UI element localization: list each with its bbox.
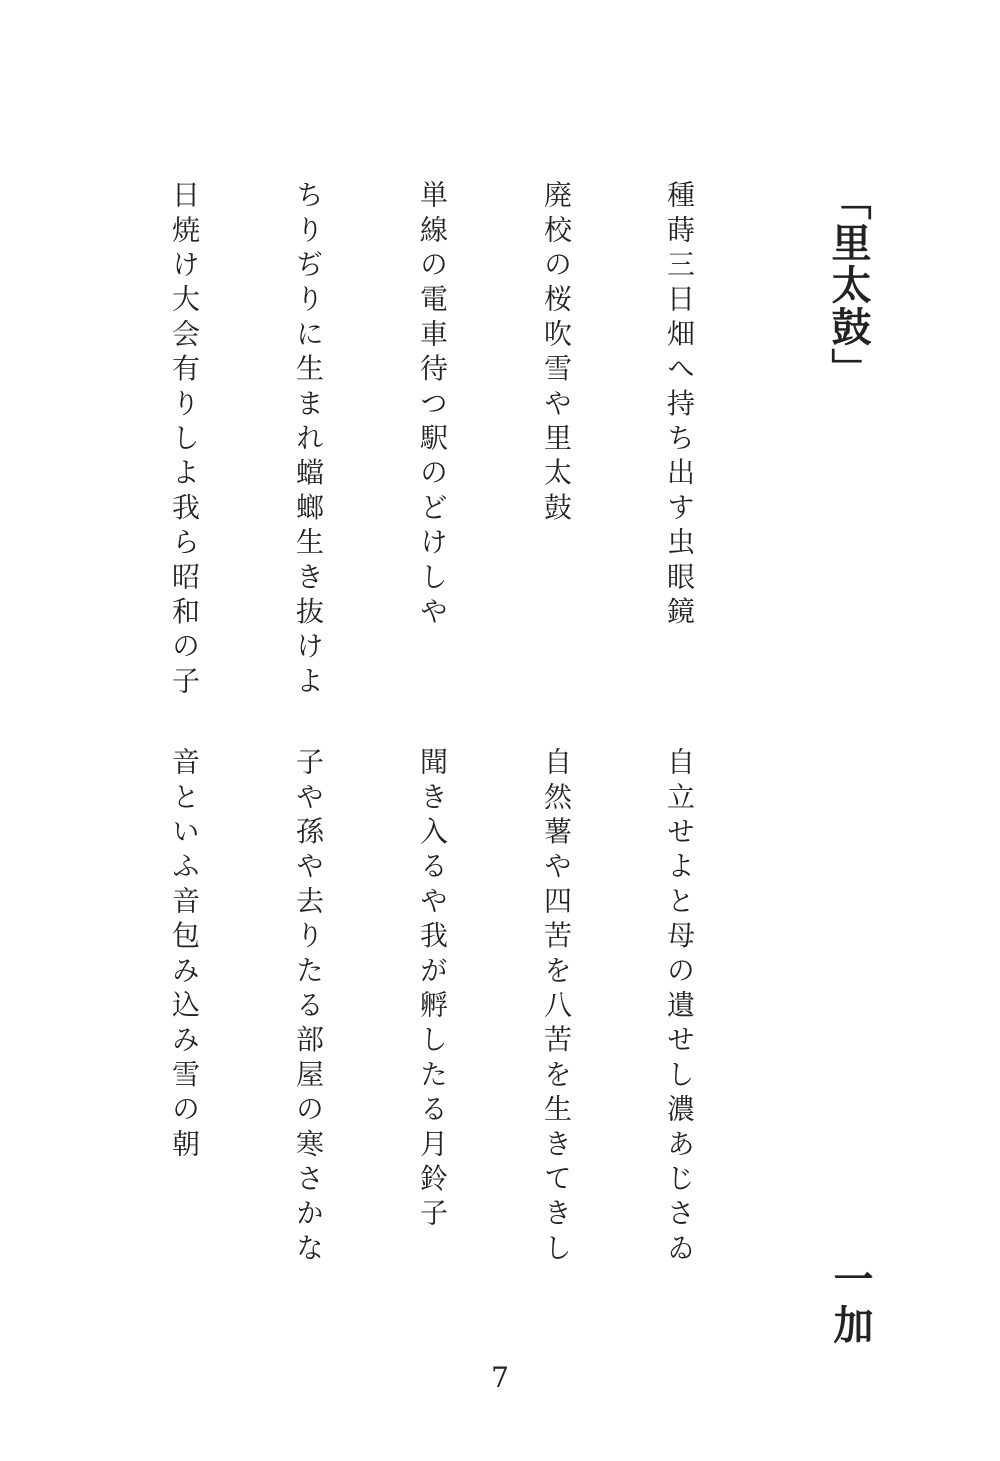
haiku-line: 音といふ音包み込み雪の朝 xyxy=(168,747,201,1164)
author-name: 一加 xyxy=(827,1258,874,1350)
haiku-line: 日焼け大会有りしよ我ら昭和の子 xyxy=(168,180,201,701)
haiku-line: 聞き入るや我が孵したる月鈴子 xyxy=(416,747,449,1233)
haiku-line: 廃校の桜吹雪や里太鼓 xyxy=(540,180,573,527)
haiku-line: 子や孫や去りたる部屋の寒さかな xyxy=(292,747,325,1268)
page-number: 7 xyxy=(491,1361,509,1394)
haiku-line: 自然薯や四苦を八苦を生きてきし xyxy=(540,747,573,1268)
haiku-line: 単線の電車待つ駅のどけしや xyxy=(416,180,449,632)
poem-title: 「里太鼓」 xyxy=(825,180,872,390)
haiku-line: 種蒔三日畑へ持ち出す虫眼鏡 xyxy=(663,180,696,632)
haiku-line: 自立せよと母の遺せし濃あじさゐ xyxy=(663,747,696,1268)
haiku-line: ちりぢりに生まれ蟷螂生き抜けよ xyxy=(292,180,325,701)
